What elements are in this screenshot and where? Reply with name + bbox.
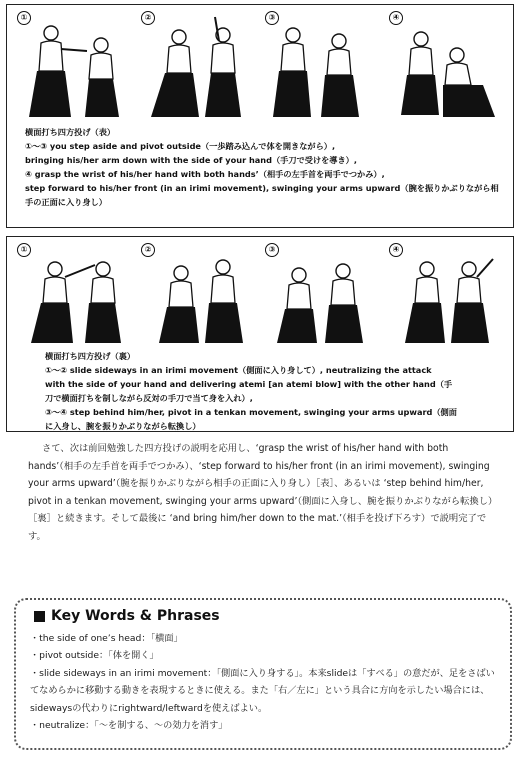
aikido-pair-illustration — [139, 243, 257, 347]
list-item: ・neutralize：「～を制する、～の効力を消す」 — [30, 720, 228, 732]
figure-3 — [263, 243, 381, 347]
step-number: ④ — [389, 11, 403, 25]
figure-3 — [263, 11, 381, 123]
caption-line: ③～④ step behind him/her, pivot in a tenkan movement, swinging your arms upward（側面 — [45, 407, 457, 417]
step-number: ④ — [389, 243, 403, 257]
caption-line: ④ grasp the wrist of his/her hand with both hands’（相手の左手首を両手でつかみ）, — [25, 169, 385, 179]
figure-2 — [139, 243, 257, 347]
square-bullet-icon — [34, 611, 45, 622]
technique-caption — [45, 349, 505, 433]
key-words-heading — [34, 608, 220, 624]
aikido-pair-illustration — [15, 11, 133, 123]
step-number: ③ — [265, 11, 279, 25]
step-number: ② — [141, 11, 155, 25]
caption-line: に入身し、腕を振りかぶりながら転換し） — [45, 421, 201, 431]
step-number: ③ — [265, 243, 279, 257]
list-item: ・slide sideways in an irimi movement：「側面に入り身する」。本来slideは「すべる」の意だが、足をさばいてなめらかに移動する動きを表現するときに使える。また「右／左に」という具合に方向を示したい場合には、sidewaysの代わりにrightward/leftwardを使えばよい。 — [30, 667, 495, 714]
figure-1 — [15, 243, 133, 347]
technique-panel-ura — [6, 236, 514, 432]
step-number: ① — [17, 11, 31, 25]
technique-panel-omote — [6, 4, 514, 228]
list-item: ・the side of one’s head：「横面」 — [30, 633, 183, 644]
key-words-list — [30, 630, 500, 734]
body-text: さて、次は前回勉強した四方投げの説明を応用し、‘grasp the wrist of his/her hand with both hands’（相手の左手首を両手でつかみ）、‘step forward to his/her front (in an irimi movement), swinging your arms upward’（腕を振りかぶりながら相手の正面に入り身し）［表］、あるいは ‘step behind him/her, pivot in a tenkan movement, swinging your arms upward’（側面に入身し、腕を振りかぶりながら転換し）［裏］と続きます。そして最後に ‘and bring him/her down to the mat.’（相手を投げ下ろす）で説明完了です。 — [28, 443, 493, 542]
aikido-pair-illustration — [387, 243, 505, 347]
technique-title: 横面打ち四方投げ（表） — [25, 127, 116, 137]
key-words-title: Key Words & Phrases — [51, 608, 220, 624]
figure-4 — [387, 11, 505, 123]
technique-title: 横面打ち四方投げ（裏） — [45, 351, 136, 361]
aikido-pair-illustration — [263, 11, 381, 123]
aikido-pair-illustration — [263, 243, 381, 347]
aikido-pair-illustration — [139, 11, 257, 123]
aikido-pair-illustration — [15, 243, 133, 347]
caption-line: 刀で横面打ちを制しながら反対の手刀で当て身を入れ）, — [45, 393, 253, 403]
figure-4 — [387, 243, 505, 347]
caption-line: ①～② slide sideways in an irimi movement（側面に入り身して）, neutralizing the attack — [45, 365, 432, 375]
key-words-box — [14, 598, 512, 750]
caption-line: ①～③ you step aside and pivot outside（一歩踏み込んで体を開きながら）, — [25, 141, 336, 151]
technique-caption — [25, 125, 505, 209]
figure-1 — [15, 11, 133, 123]
step-number: ② — [141, 243, 155, 257]
explanation-paragraph — [28, 440, 494, 546]
step-number: ① — [17, 243, 31, 257]
caption-line: bringing his/her arm down with the side of your hand（手刀で受けを導き）, — [25, 155, 357, 165]
list-item: ・pivot outside：「体を開く」 — [30, 650, 159, 662]
caption-line: with the side of your hand and delivering atemi [an atemi blow] with the other hand（手 — [45, 379, 453, 389]
caption-line: step forward to his/her front (in an irimi movement), swinging your arms upward（腕を振りかぶりながら相手の正面に入り身し） — [25, 183, 499, 207]
aikido-pair-illustration — [387, 11, 505, 123]
figure-2 — [139, 11, 257, 123]
